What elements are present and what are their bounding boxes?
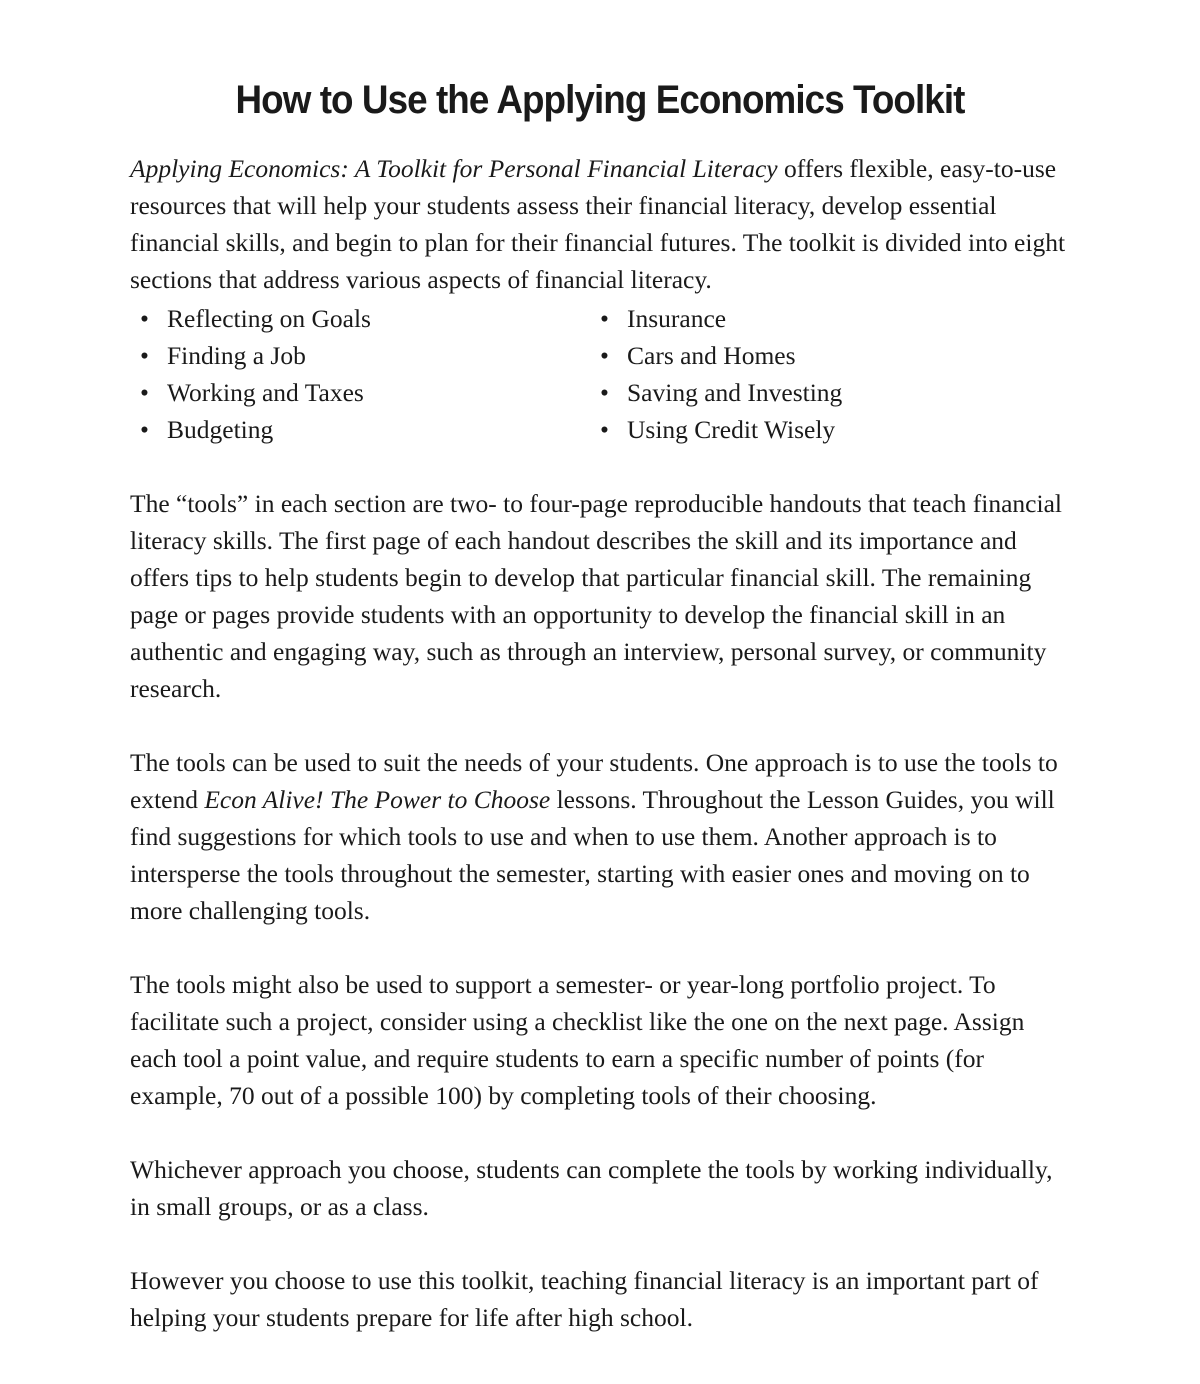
list-item: • Cars and Homes [590,337,1050,374]
bullet-icon: • [600,378,609,407]
closing-paragraph: However you choose to use this toolkit, teaching financial literacy is an important part of helping your students prepare for life after high school. [130,1266,1039,1332]
econ-alive-title: Econ Alive! The Power to Choose [204,785,551,814]
bullet-icon: • [600,304,609,333]
list-item: • Insurance [590,300,1050,337]
usage-paragraph: The tools can be used to suit the needs of your students. One approach is to use the tools to extend Econ Alive! The Power to Choose lessons. Throughout the Lesson Guides, you will find suggestions for which tools to use and when to use them. Another approach is to intersperse the tools throughout the semester, starting with easier ones and moving on to more challenging tools. [130,748,1058,925]
page-title: How to Use the Applying Economics Toolkit [235,78,965,122]
intro-paragraph [130,150,1070,298]
section-list-right [590,300,1050,448]
document-page [130,72,1070,1336]
approach-paragraph: Whichever approach you choose, students can complete the tools by working individually, in small groups, or as a class. [130,1155,1053,1221]
list-item: • Saving and Investing [590,374,1050,411]
portfolio-paragraph: The tools might also be used to support a semester- or year-long portfolio project. To facilitate such a project, consider using a checklist like the one on the next page. Assign each tool a point value, and require students to earn a specific number of points (for example, 70 out of a possible 100) by completing tools of their choosing. [130,970,1025,1110]
bullet-icon: • [140,341,149,370]
bullet-icon: • [140,415,149,444]
list-item: • Budgeting [130,411,590,448]
list-item: • Using Credit Wisely [590,411,1050,448]
section-list [130,300,1070,448]
intro-text: offers flexible, easy-to-use resources that will help your students assess their financial literacy, develop essential financial skills, and begin to plan for their financial futures. The toolkit is divided into eight sections that address various aspects of financial literacy. [130,154,1066,294]
bullet-icon: • [600,341,609,370]
bullet-icon: • [600,415,609,444]
section-list-left [130,300,590,448]
tools-paragraph: The “tools” in each section are two- to four-page reproducible handouts that teach financial literacy skills. The first page of each handout describes the skill and its importance and offers tips to help students begin to develop that particular financial skill. The remaining page or pages provide students with an opportunity to develop the financial skill in an authentic and engaging way, such as through an interview, personal survey, or community research. [130,489,1062,703]
list-item: • Working and Taxes [130,374,590,411]
list-item: • Finding a Job [130,337,590,374]
bullet-icon: • [140,378,149,407]
bullet-icon: • [140,304,149,333]
list-item: • Reflecting on Goals [130,300,590,337]
book-title: Applying Economics: A Toolkit for Personal Financial Literacy [130,154,778,183]
